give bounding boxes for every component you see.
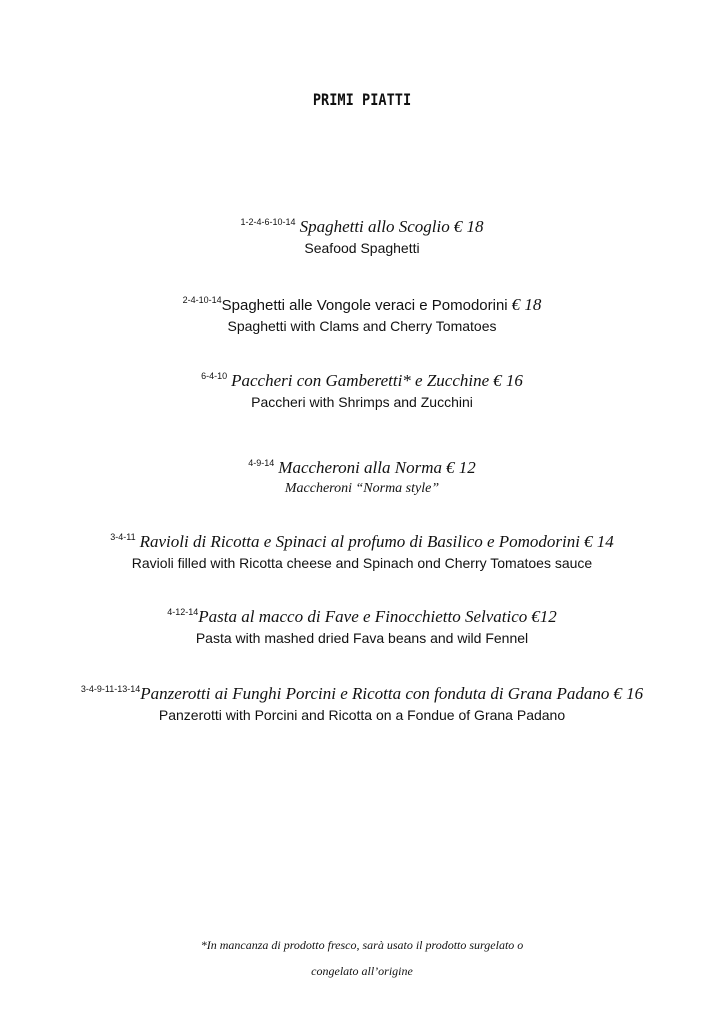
allergen-codes: 4-9-14	[248, 458, 275, 468]
dish-heading	[0, 290, 724, 316]
allergen-codes: 6-4-10	[201, 371, 228, 381]
menu-item-ravioli	[0, 527, 724, 573]
dish-name: Spaghetti allo Scoglio	[299, 217, 450, 236]
dish-price: € 16	[493, 371, 523, 390]
dish-price: € 12	[445, 458, 476, 477]
allergen-codes: 3-4-11	[110, 532, 136, 542]
dish-price: € 18	[453, 217, 484, 236]
dish-name: Panzerotti ai Funghi Porcini e Ricotta con fonduta di Grana Padano	[140, 684, 610, 703]
allergen-codes: 2-4-10-14	[182, 295, 222, 305]
allergen-codes: 3-4-9-11-13-14	[80, 684, 141, 694]
dish-description: Spaghetti with Clams and Cherry Tomatoes	[227, 318, 497, 334]
menu-item-maccheroni	[0, 453, 724, 499]
dish-price: € 16	[613, 684, 644, 703]
allergen-codes: 1-2-4-6-10-14	[240, 217, 296, 227]
footnote-line: congelato all’origine	[311, 964, 413, 978]
dish-name: Pasta al macco di Fave e Finocchietto Selvatico	[198, 607, 528, 626]
dish-name: Maccheroni alla Norma	[278, 458, 442, 477]
menu-item-paccheri	[0, 366, 724, 412]
dish-description: Panzerotti with Porcini and Ricotta on a Fondue of Grana Padano	[158, 707, 566, 723]
dish-name: Paccheri con Gamberetti* e Zucchine	[231, 371, 490, 390]
dish-description: Seafood Spaghetti	[304, 240, 420, 256]
menu-item-panzerotti	[0, 679, 724, 725]
dish-price: € 18	[511, 295, 542, 314]
allergen-codes: 4-12-14	[167, 607, 199, 617]
dish-heading	[0, 212, 724, 238]
menu-item-spaghetti-vongole	[0, 290, 724, 336]
dish-heading	[0, 366, 724, 392]
dish-price: €12	[531, 607, 557, 626]
dish-description: Maccheroni “Norma style”	[284, 481, 440, 496]
dish-heading	[0, 679, 724, 705]
frozen-product-footnote	[0, 932, 724, 984]
dish-name: Ravioli di Ricotta e Spinaci al profumo di Basilico e Pomodorini	[139, 532, 580, 551]
menu-item-spaghetti-scoglio	[0, 212, 724, 258]
footnote-line: *In mancanza di prodotto fresco, sarà usato il prodotto surgelato o	[200, 938, 524, 952]
dish-name: Spaghetti alle Vongole veraci e Pomodorini	[221, 297, 508, 314]
dish-heading	[0, 602, 724, 628]
dish-description: Ravioli filled with Ricotta cheese and Spinach ond Cherry Tomatoes sauce	[131, 555, 593, 571]
dish-description: Paccheri with Shrimps and Zucchini	[251, 394, 473, 410]
dish-description: Pasta with mashed dried Fava beans and wild Fennel	[195, 630, 529, 646]
page-title: PRIMI PIATTI	[312, 90, 412, 109]
menu-item-pasta-macco	[0, 602, 724, 648]
dish-price: € 14	[583, 532, 614, 551]
dish-heading	[0, 527, 724, 553]
dish-heading	[0, 453, 724, 479]
